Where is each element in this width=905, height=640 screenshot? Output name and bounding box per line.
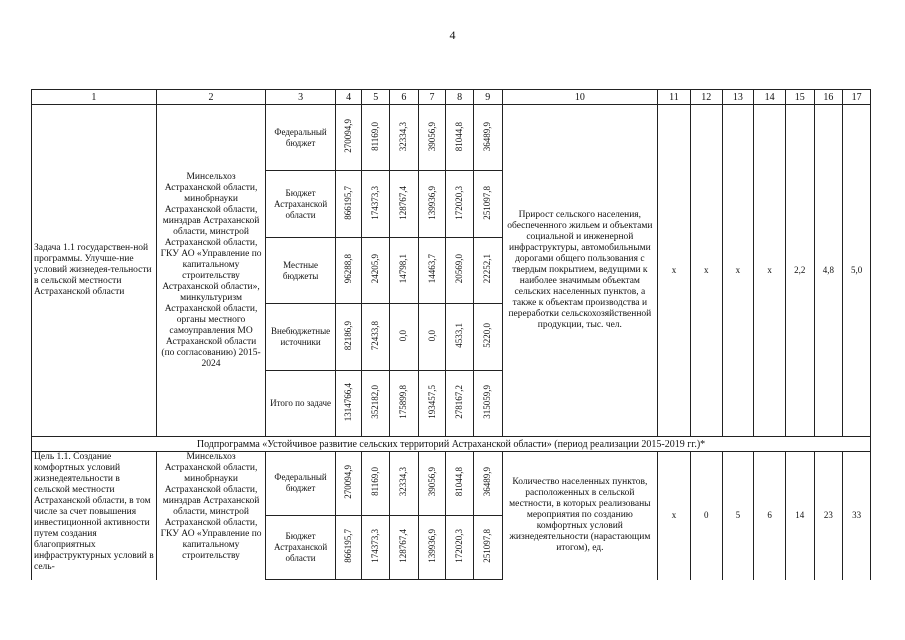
value-cell: 36489,9 <box>473 105 502 171</box>
value-cell: 174373,3 <box>362 171 390 237</box>
value-cell: 0,0 <box>418 304 446 370</box>
col-header: 6 <box>390 90 419 105</box>
value-cell: 270094,9 <box>335 105 362 171</box>
col-header: 4 <box>335 90 362 105</box>
value-cell: 20569,0 <box>446 237 474 303</box>
value-cell: 96288,8 <box>335 237 362 303</box>
value-cell: 352182,0 <box>362 370 390 436</box>
subprogram-row <box>32 437 871 452</box>
task-executors: Минсельхоз Астраханской области, минобрнауки Астраханской области, минздрав Астраханской области, минстрой Астраханской области, ГКУ АО «Управление по капитальному строительству Астраханской области», минкультуризм Астраханской области, органы местного самоуправления МО Астраханской области (по согласованию) 2015-2024 <box>156 105 265 437</box>
value-cell: 172020,3 <box>446 515 474 579</box>
target-cell: x <box>754 105 786 437</box>
col-header: 1 <box>32 90 157 105</box>
target-cell: 4,8 <box>814 105 843 437</box>
value-cell: 866195,7 <box>335 515 362 579</box>
target-cell: 33 <box>843 452 871 580</box>
value-cell: 139936,9 <box>418 515 446 579</box>
value-cell: 14463,7 <box>418 237 446 303</box>
header-row <box>32 90 871 105</box>
value-cell: 866195,7 <box>335 171 362 237</box>
subprogram-title: Подпрограмма «Устойчивое развитие сельских территорий Астраханской области» (период реализации 2015-2019 гг.)* <box>32 437 871 452</box>
value-cell: 193457,5 <box>418 370 446 436</box>
page-number: 4 <box>449 28 456 42</box>
value-cell: 5220,0 <box>473 304 502 370</box>
value-cell: 172020,3 <box>446 171 474 237</box>
value-cell: 36489,9 <box>473 452 502 515</box>
value-cell: 0,0 <box>390 304 419 370</box>
target-cell: 23 <box>814 452 843 580</box>
col-header: 5 <box>362 90 390 105</box>
col-header: 16 <box>814 90 843 105</box>
goal-executors: Минсельхоз Астраханской области, минобрнауки Астраханской области, минздрав Астраханской области, минстрой Астраханской области, ГКУ АО «Управление по капитальному строительству <box>156 452 265 580</box>
goal-row <box>32 452 871 515</box>
target-cell: x <box>658 105 691 437</box>
value-cell: 22252,1 <box>473 237 502 303</box>
funding-source: Федеральный бюджет <box>266 452 336 515</box>
value-cell: 175899,8 <box>390 370 419 436</box>
target-cell: 6 <box>754 452 786 580</box>
value-cell: 1314766,4 <box>335 370 362 436</box>
value-cell: 128767,4 <box>390 515 419 579</box>
funding-source: Внебюджетные источники <box>266 304 336 370</box>
value-cell: 82186,9 <box>335 304 362 370</box>
target-cell: 5,0 <box>843 105 871 437</box>
col-header: 15 <box>785 90 814 105</box>
value-cell: 278167,2 <box>446 370 474 436</box>
funding-source: Бюджет Астраханской области <box>266 515 336 579</box>
funding-source: Местные бюджеты <box>266 237 336 303</box>
goal-name: Цель 1.1. Создание комфортных условий жизнедеятельности в сельской местности Астраханской области, в том числе за счет повышения инвестиционной активности путем создания благоприятных инфраструктурных условий в сель- <box>32 452 157 580</box>
value-cell: 39056,9 <box>418 105 446 171</box>
target-cell: x <box>722 105 754 437</box>
value-cell: 270094,9 <box>335 452 362 515</box>
value-cell: 251097,8 <box>473 171 502 237</box>
value-cell: 39056,9 <box>418 452 446 515</box>
target-cell: 5 <box>722 452 754 580</box>
col-header: 10 <box>502 90 658 105</box>
col-header: 2 <box>156 90 265 105</box>
value-cell: 81169,0 <box>362 105 390 171</box>
value-cell: 32334,3 <box>390 452 419 515</box>
col-header: 3 <box>266 90 336 105</box>
col-header: 8 <box>446 90 474 105</box>
col-header: 17 <box>843 90 871 105</box>
value-cell: 81044,8 <box>446 452 474 515</box>
col-header: 7 <box>418 90 446 105</box>
target-cell: 0 <box>690 452 722 580</box>
col-header: 11 <box>658 90 691 105</box>
target-cell: 14 <box>785 452 814 580</box>
task-name: Задача 1.1 государствен-ной программы. Улучше-ние условий жизнедея-тельности в сельской местности Астраханской области <box>32 105 157 437</box>
col-header: 13 <box>722 90 754 105</box>
value-cell: 72433,8 <box>362 304 390 370</box>
col-header: 14 <box>754 90 786 105</box>
value-cell: 4533,1 <box>446 304 474 370</box>
value-cell: 315059,9 <box>473 370 502 436</box>
target-cell: x <box>658 452 691 580</box>
funding-source: Итого по задаче <box>266 370 336 436</box>
target-cell: 2,2 <box>785 105 814 437</box>
funding-source: Бюджет Астраханской области <box>266 171 336 237</box>
value-cell: 139936,9 <box>418 171 446 237</box>
target-cell: x <box>690 105 722 437</box>
value-cell: 251097,8 <box>473 515 502 579</box>
goal-indicator: Количество населенных пунктов, расположенных в сельской местности, в которых реализованы мероприятия по созданию комфортных условий жизнедеятельности (нарастающим итогом), ед. <box>502 452 658 580</box>
value-cell: 14798,1 <box>390 237 419 303</box>
value-cell: 32334,3 <box>390 105 419 171</box>
task-indicator: Прирост сельского населения, обеспеченного жильем и объектами социальной и инженерной инфраструктуры, автомобильными дорогами общего пользования с твердым покрытием, ведущими к наиболее значимым объектам сельских населенных пунктов, а также к объектам производства и переработки сельскохозяйственной продукции, тыс. чел. <box>502 105 658 437</box>
value-cell: 24205,9 <box>362 237 390 303</box>
funding-source: Федеральный бюджет <box>266 105 336 171</box>
value-cell: 81044,8 <box>446 105 474 171</box>
value-cell: 128767,4 <box>390 171 419 237</box>
col-header: 9 <box>473 90 502 105</box>
col-header: 12 <box>690 90 722 105</box>
value-cell: 174373,3 <box>362 515 390 579</box>
task-row <box>32 105 871 171</box>
program-table <box>31 89 871 580</box>
value-cell: 81169,0 <box>362 452 390 515</box>
